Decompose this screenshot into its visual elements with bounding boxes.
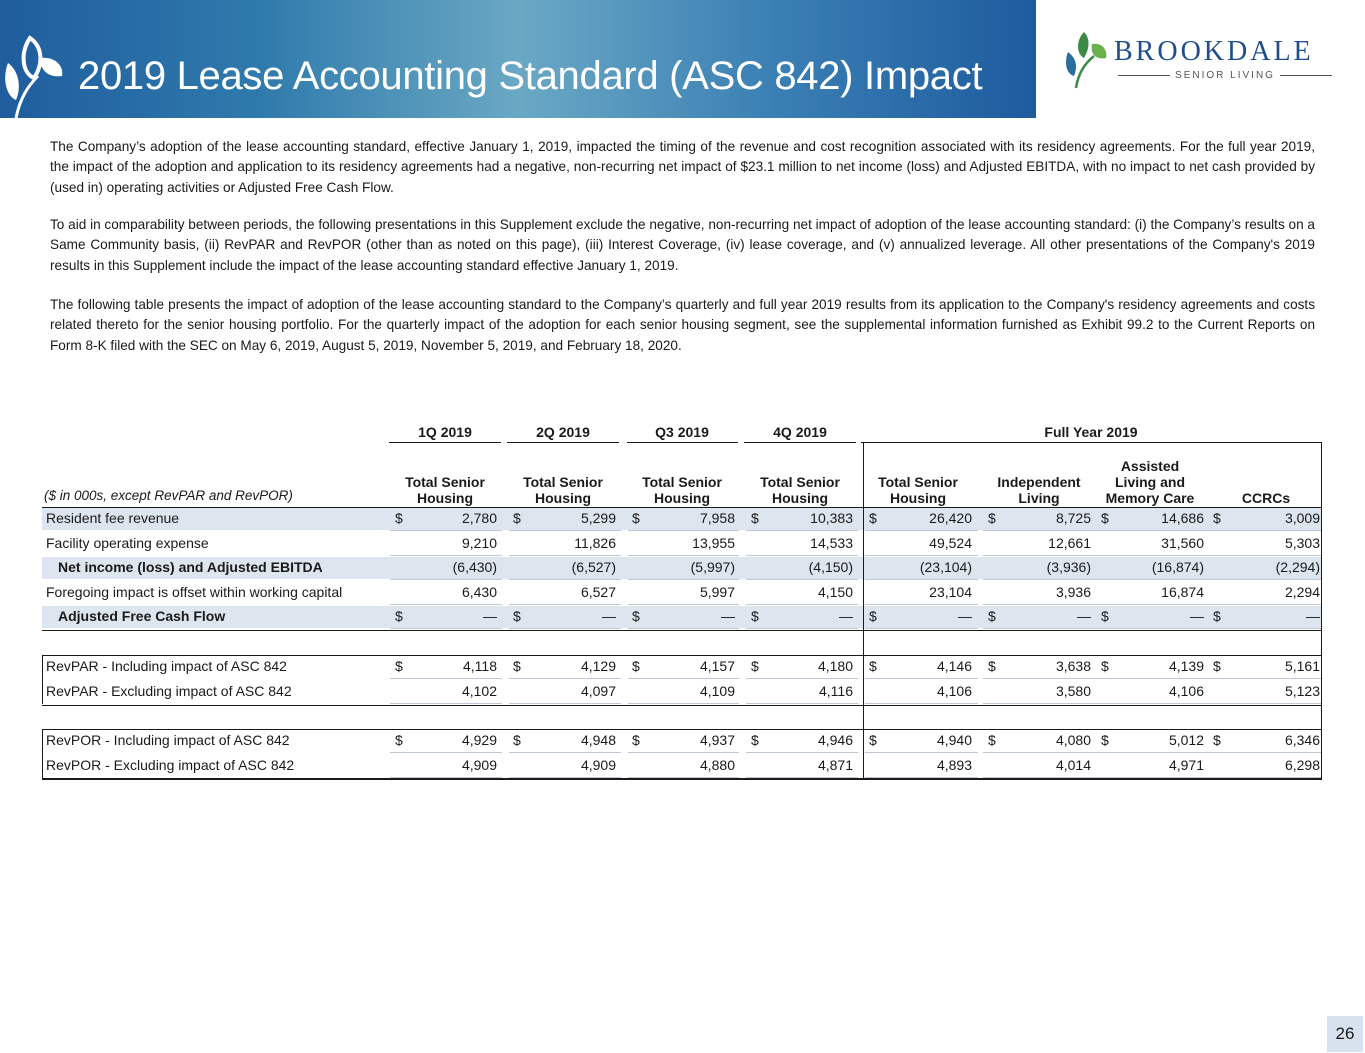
table-cell: (2,294)	[1275, 559, 1320, 575]
cell-underline	[746, 579, 858, 580]
table-cell: (5,997)	[690, 559, 735, 575]
cell-underline	[390, 703, 502, 704]
period-header: 1Q 2019	[418, 424, 472, 440]
table-cell: 4,118	[463, 658, 497, 674]
table-cell: —	[958, 608, 972, 624]
cell-underline	[1209, 555, 1322, 556]
cell-underline	[1096, 604, 1209, 605]
table-cell: 23,104	[929, 584, 972, 600]
column-header	[624, 474, 740, 506]
table-cell: 4,109	[699, 683, 735, 699]
cell-underline	[628, 604, 739, 605]
table-cell: 5,123	[1284, 683, 1320, 699]
table-cell: 2,780	[461, 510, 497, 526]
cell-underline	[865, 628, 978, 629]
cell-underline	[1209, 604, 1322, 605]
period-header-underline	[389, 442, 501, 443]
cell-underline	[1096, 530, 1209, 531]
table-cell: 4,116	[819, 683, 853, 699]
table-cell: 4,909	[461, 757, 497, 773]
table-cell: 4,146	[936, 658, 972, 674]
full-year-box-top	[863, 442, 1322, 443]
dollar-sign: $	[1101, 732, 1109, 748]
table-cell: 4,129	[580, 658, 616, 674]
dollar-sign: $	[513, 608, 521, 624]
table-cell: 12,661	[1048, 535, 1091, 551]
dollar-sign: $	[869, 658, 877, 674]
table-cell: 14,533	[810, 535, 853, 551]
table-cell: 4,893	[936, 757, 972, 773]
table-cell: 6,298	[1284, 757, 1320, 773]
cell-underline	[628, 555, 739, 556]
table-cell: —	[721, 608, 735, 624]
table-cell: 4,139	[1168, 658, 1204, 674]
dollar-sign: $	[395, 658, 403, 674]
cell-underline	[1096, 628, 1209, 629]
column-header-line: Memory Care	[1105, 490, 1195, 506]
table-cell: 4,157	[699, 658, 735, 674]
dollar-sign: $	[869, 732, 877, 748]
dollar-sign: $	[513, 732, 521, 748]
table-cell: 3,936	[1055, 584, 1091, 600]
logo-subtitle: SENIOR LIVING	[1118, 68, 1332, 82]
cell-underline	[983, 703, 1096, 704]
dollar-sign: $	[751, 510, 759, 526]
table-cell: 4,097	[580, 683, 616, 699]
table-cell: 16,874	[1161, 584, 1204, 600]
cell-underline	[1096, 579, 1209, 580]
table-cell: 13,955	[692, 535, 735, 551]
row-label: Adjusted Free Cash Flow	[58, 608, 226, 624]
cell-underline	[746, 604, 858, 605]
column-header	[1208, 490, 1324, 506]
table-cell: 2,294	[1284, 584, 1320, 600]
table-cell: 8,725	[1055, 510, 1091, 526]
cell-underline	[746, 628, 858, 629]
cell-underline	[509, 530, 621, 531]
full-year-divider	[863, 442, 864, 780]
dollar-sign: $	[1101, 658, 1109, 674]
table-cell: —	[1306, 608, 1320, 624]
intro-paragraph: The Company’s adoption of the lease accounting standard, effective January 1, 2019, impacted the timing of the revenue and cost recognition associated with its residency agreements. For the full year 2019, the impact of the adoption and application to its residency agreements had a negative, non-recurring net impact of $23.1 million to net income (loss) and Adjusted EBITDA, with no impact to net cash provided by (used in) operating activities or Adjusted Free Cash Flow.	[50, 139, 1315, 195]
column-header-line: Housing	[772, 490, 828, 506]
cell-underline	[628, 628, 739, 629]
cell-underline	[983, 752, 1096, 753]
table-cell: 9,210	[461, 535, 497, 551]
row-label: RevPOR - Including impact of ASC 842	[46, 732, 290, 748]
table-cell: 4,971	[1168, 757, 1204, 773]
column-header	[742, 474, 858, 506]
cell-underline	[1209, 579, 1322, 580]
dollar-sign: $	[395, 732, 403, 748]
table-cell: —	[839, 608, 853, 624]
table-cell: 3,638	[1055, 658, 1091, 674]
dollar-sign: $	[751, 658, 759, 674]
column-header-line: Housing	[654, 490, 710, 506]
cell-underline	[865, 703, 978, 704]
dollar-sign: $	[632, 732, 640, 748]
table-cell: 5,161	[1284, 658, 1320, 674]
cell-underline	[746, 703, 858, 704]
cell-underline	[509, 579, 621, 580]
cell-underline	[509, 678, 621, 679]
table-left-border	[42, 730, 43, 778]
table-cell: (6,430)	[452, 559, 497, 575]
cell-underline	[390, 604, 502, 605]
page-number: 26	[1327, 1016, 1363, 1052]
cell-underline	[1209, 678, 1322, 679]
cell-underline	[983, 604, 1096, 605]
table-cell: (23,104)	[919, 559, 972, 575]
table-cell: (4,150)	[808, 559, 853, 575]
leaf-logo-icon	[1062, 28, 1108, 92]
table-cell: 4,106	[936, 683, 972, 699]
cell-underline	[1096, 752, 1209, 753]
cell-underline	[865, 579, 978, 580]
brand-logo	[1062, 28, 1342, 92]
cell-underline	[865, 555, 978, 556]
period-header-underline	[507, 442, 619, 443]
page-title: 2019 Lease Accounting Standard (ASC 842) Impact	[78, 54, 983, 98]
row-label: RevPOR - Excluding impact of ASC 842	[46, 757, 295, 773]
cell-underline	[1096, 678, 1209, 679]
table-cell: 6,346	[1284, 732, 1320, 748]
table-cell: —	[1190, 608, 1204, 624]
row-label: RevPAR - Including impact of ASC 842	[46, 658, 287, 674]
dollar-sign: $	[869, 510, 877, 526]
dollar-sign: $	[513, 658, 521, 674]
column-header-line: Total Senior	[523, 474, 603, 490]
dollar-sign: $	[632, 658, 640, 674]
row-label: RevPAR - Excluding impact of ASC 842	[46, 683, 292, 699]
dollar-sign: $	[1101, 608, 1109, 624]
table-cell: 4,871	[817, 757, 853, 773]
column-header	[387, 474, 503, 506]
cell-underline	[509, 703, 621, 704]
row-label: Resident fee revenue	[46, 510, 180, 526]
period-header: 4Q 2019	[773, 424, 827, 440]
cell-underline	[628, 579, 739, 580]
table-cell: 6,430	[461, 584, 497, 600]
dollar-sign: $	[632, 510, 640, 526]
dollar-sign: $	[988, 608, 996, 624]
table-right-border	[1321, 442, 1322, 780]
dollar-sign: $	[751, 608, 759, 624]
leaf-icon	[0, 18, 70, 118]
table-cell: (6,527)	[571, 559, 616, 575]
cell-underline	[509, 752, 621, 753]
cell-underline	[628, 703, 739, 704]
dollar-sign: $	[1101, 510, 1109, 526]
cell-underline	[1209, 628, 1322, 629]
cell-underline	[390, 555, 502, 556]
cell-underline	[390, 579, 502, 580]
cell-underline	[983, 678, 1096, 679]
table-cell: 5,303	[1284, 535, 1320, 551]
table-cell: 4,106	[1168, 683, 1204, 699]
table-cell: 11,826	[574, 535, 616, 551]
column-header-line: Total Senior	[878, 474, 958, 490]
dollar-sign: $	[1213, 510, 1221, 526]
column-header	[981, 474, 1097, 506]
column-header-line: Housing	[535, 490, 591, 506]
table-cell: 4,940	[936, 732, 972, 748]
dollar-sign: $	[513, 510, 521, 526]
column-header	[1092, 458, 1208, 506]
cell-underline	[1096, 703, 1209, 704]
period-header-underline	[627, 442, 738, 443]
period-header: Q3 2019	[655, 424, 709, 440]
table-cell: 4,937	[699, 732, 735, 748]
dollar-sign: $	[988, 658, 996, 674]
cell-underline	[628, 678, 739, 679]
cell-underline	[865, 604, 978, 605]
dollar-sign: $	[395, 510, 403, 526]
table-cell: 4,014	[1055, 757, 1091, 773]
table-cell: —	[602, 608, 616, 624]
table-cell: 4,948	[580, 732, 616, 748]
table-cell: —	[483, 608, 497, 624]
dollar-sign: $	[1213, 658, 1221, 674]
cell-underline	[983, 555, 1096, 556]
dollar-sign: $	[632, 608, 640, 624]
table-cell: 4,102	[461, 683, 497, 699]
cell-underline	[1209, 530, 1322, 531]
period-header: 2Q 2019	[536, 424, 590, 440]
dollar-sign: $	[395, 608, 403, 624]
column-header	[505, 474, 621, 506]
table-cell: 31,560	[1161, 535, 1204, 551]
dollar-sign: $	[988, 510, 996, 526]
column-header-line: Living and	[1115, 474, 1185, 490]
table-left-border	[42, 656, 43, 704]
cell-underline	[746, 555, 858, 556]
cell-underline	[390, 530, 502, 531]
table-cell: 5,997	[699, 584, 735, 600]
cell-underline	[983, 579, 1096, 580]
table-cell: 5,299	[580, 510, 616, 526]
column-header-line: Housing	[417, 490, 473, 506]
table-cell: 4,929	[461, 732, 497, 748]
column-header-line: Living	[1018, 490, 1060, 506]
cell-underline	[628, 530, 739, 531]
cell-underline	[746, 678, 858, 679]
table-cell: 6,527	[580, 584, 616, 600]
logo-name: BROOKDALE	[1114, 36, 1314, 67]
table-cell: 7,958	[699, 510, 735, 526]
column-header-line: Total Senior	[760, 474, 840, 490]
table-cell: (16,874)	[1151, 559, 1204, 575]
dollar-sign: $	[1213, 732, 1221, 748]
row-label: Facility operating expense	[46, 535, 209, 551]
column-header	[860, 474, 976, 506]
table-cell: 4,150	[817, 584, 853, 600]
table-intro-paragraph: The following table presents the impact of adoption of the lease accounting standard to the Company’s quarterly and full year 2019 results from its application to the Company's residency agreements and costs related thereto for the senior housing portfolio. For the quarterly impact of the adoption for each senior housing segment, see the supplemental information furnished as Exhibit 99.2 to the Current Reports on Form 8-K filed with the SEC on May 6, 2019, August 5, 2019, November 5, 2019, and February 18, 2020.	[50, 297, 1315, 353]
cell-underline	[1209, 752, 1322, 753]
table-bottom-rule	[42, 778, 1322, 780]
table-cell: 10,383	[810, 510, 853, 526]
dollar-sign: $	[751, 732, 759, 748]
cell-underline	[865, 752, 978, 753]
cell-underline	[746, 530, 858, 531]
section-divider	[42, 705, 1322, 706]
period-header-underline	[744, 442, 856, 443]
table-cell: 4,080	[1055, 732, 1091, 748]
cell-underline	[628, 752, 739, 753]
comparability-paragraph: To aid in comparability between periods, the following presentations in this Supplement exclude the negative, non-recurring net impact of adoption of the lease accounting standard: (i) the Company’s results on a Same Community basis, (ii) RevPAR and RevPOR (other than as noted on this page), (iii) Interest Coverage, (iv) lease coverage, and (v) annualized leverage. All other presentations of the Company's 2019 results in this Supplement include the impact of the lease accounting standard effective January 1, 2019.	[50, 217, 1315, 273]
title-banner	[0, 0, 1036, 118]
column-header-line: CCRCs	[1241, 490, 1291, 506]
cell-underline	[865, 530, 978, 531]
table-cell: 5,012	[1168, 732, 1204, 748]
cell-underline	[390, 752, 502, 753]
table-cell: 14,686	[1161, 510, 1204, 526]
period-header: Full Year 2019	[1044, 424, 1138, 440]
table-cell: 26,420	[929, 510, 972, 526]
table-cell: 3,580	[1055, 683, 1091, 699]
cell-underline	[746, 752, 858, 753]
table-cell: 3,009	[1284, 510, 1320, 526]
column-header-line: Independent	[997, 474, 1081, 490]
cell-underline	[865, 678, 978, 679]
cell-underline	[983, 628, 1096, 629]
column-header-line: Housing	[890, 490, 946, 506]
dollar-sign: $	[869, 608, 877, 624]
section-divider	[42, 630, 1322, 631]
table-cell: 49,524	[929, 535, 972, 551]
section-divider	[42, 729, 1322, 730]
units-label: ($ in 000s, except RevPAR and RevPOR)	[44, 488, 293, 503]
cell-underline	[509, 628, 621, 629]
cell-underline	[390, 678, 502, 679]
column-header-line: Assisted	[1120, 458, 1180, 474]
cell-underline	[509, 555, 621, 556]
row-label: Foregoing impact is offset within working capital	[46, 584, 343, 600]
section-divider	[42, 655, 1322, 656]
cell-underline	[509, 604, 621, 605]
cell-underline	[983, 530, 1096, 531]
table-cell: 4,909	[580, 757, 616, 773]
column-header-line: Total Senior	[642, 474, 722, 490]
table-cell: 4,946	[817, 732, 853, 748]
dollar-sign: $	[988, 732, 996, 748]
row-label: Net income (loss) and Adjusted EBITDA	[58, 559, 323, 575]
table-cell: 4,880	[699, 757, 735, 773]
cell-underline	[1096, 555, 1209, 556]
table-cell: (3,936)	[1046, 559, 1091, 575]
cell-underline	[390, 628, 502, 629]
column-header-line: Total Senior	[405, 474, 485, 490]
table-cell: —	[1077, 608, 1091, 624]
table-cell: 4,180	[817, 658, 853, 674]
cell-underline	[1209, 703, 1322, 704]
dollar-sign: $	[1213, 608, 1221, 624]
